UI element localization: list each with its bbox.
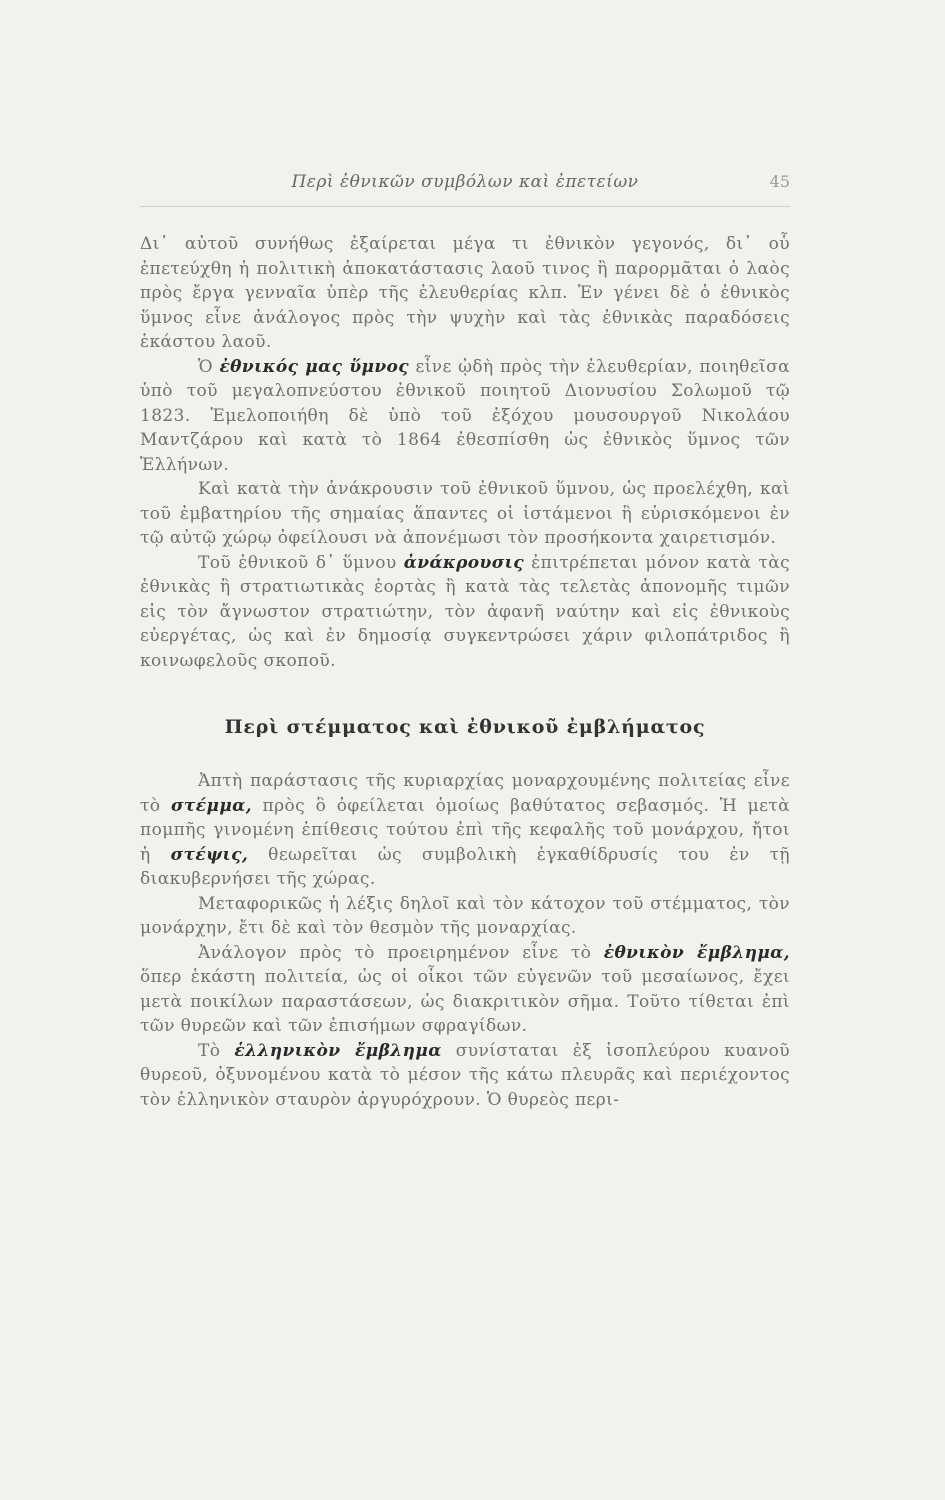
paragraph-text: Ἀνάλογον πρὸς τὸ προειρημένον εἶνε τὸ (198, 942, 604, 963)
paragraph-text: ἐπιτρέπεται μόνον κατὰ τὰς ἐθνικὰς ἢ στρατιωτικὰς ἑορτὰς ἢ κατὰ τὰς τελετὰς ἀπονομῆς τιμῶν εἰς τὸν ἄγνωστον στρατιώτην, τὸν ἀφανῆ ναύτην καὶ εἰς ἐθνικοὺς εὐεργέτας, ὡς καὶ ἐν δημοσίᾳ συγκεντρώσει χάριν φιλοπάτριδος ἢ κοινωφελοῦς σκοποῦ. (140, 552, 790, 671)
page-number: 45 (769, 172, 790, 191)
paragraph-text: Μεταφορικῶς ἡ λέξις δηλοῖ καὶ τὸν κάτοχον τοῦ στέμματος, τὸν μονάρχην, ἔτι δὲ καὶ τὸν θεσμὸν τῆς μοναρχίας. (140, 893, 790, 938)
emphasis-term: ἑλληνικὸν ἔμβλημα (234, 1040, 442, 1061)
paragraph-anthem-intro (140, 232, 790, 355)
paragraph-text: Δι᾽ αὐτοῦ συνήθως ἐξαίρεται μέγα τι ἐθνικὸν γεγονός, δι᾽ οὗ ἐπετεύχθη ἡ πολιτικὴ ἀποκατάστασις λαοῦ τινος ἢ παρορμᾶται ὁ λαὸς πρὸς ἔργα γενναῖα ὑπὲρ τῆς ἐλευθερίας κλπ. Ἐν γένει δὲ ὁ ἐθνικὸς ὕμνος εἶνε ἀνάλογος πρὸς τὴν ψυχὴν καὶ τὰς ἐθνικὰς παραδόσεις ἑκάστου λαοῦ. (140, 234, 790, 352)
paragraph-text: εἶνε ᾠδὴ πρὸς τὴν ἐλευθερίαν, ποιηθεῖσα ὑπὸ τοῦ μεγαλοπνεύστου ἐθνικοῦ ποιητοῦ Διονυσίου Σολωμοῦ τῷ 1823. Ἐμελοποιήθη δὲ ὑπὸ τοῦ ἐξόχου μουσουργοῦ Νικολάου Μαντζάρου καὶ κατὰ τὸ 1864 ἐθεσπίσθη ὡς ἐθνικὸς ὕμνος τῶν Ἑλλήνων. (140, 356, 790, 475)
emphasis-term: ἐθνικὸν ἔμβλημα, (603, 942, 790, 963)
paragraph-greek-emblem (140, 1039, 790, 1113)
page-header (140, 172, 790, 202)
paragraph-text: Τοῦ ἐθνικοῦ δ᾽ ὕμνου (198, 552, 404, 573)
paragraph-text: Ἀπτὴ παράστασις τῆς κυριαρχίας μοναρχουμένης πολιτείας εἶνε τὸ (140, 771, 790, 816)
emphasis-term: ἀνάκρουσις (403, 552, 525, 573)
paragraph-national-anthem (140, 355, 790, 478)
paragraph-crown-metaphor (140, 892, 790, 941)
paragraph-national-emblem (140, 941, 790, 1039)
paragraph-text: πρὸς ὃ ὀφείλεται ὁμοίως βαθύτατος σεβασμός. Ἡ μετὰ πομπῆς γινομένη ἐπίθεσις τούτου ἐπὶ τῆς κεφαλῆς τοῦ μονάρχου, ἤτοι ἡ (140, 795, 790, 865)
running-title: Περὶ ἐθνικῶν συμβόλων καὶ ἐπετείων (291, 172, 639, 192)
paragraph-crown (140, 769, 790, 892)
paragraph-text: Καὶ κατὰ τὴν ἀνάκρουσιν τοῦ ἐθνικοῦ ὕμνου, ὡς προελέχθη, καὶ τοῦ ἐμβατηρίου τῆς σημαίας ἅπαντες οἱ ἱστάμενοι ἢ εὑρισκόμενοι ἐν τῷ αὐτῷ χώρῳ ὀφείλουσι νὰ ἀπονέμωσι τὸν προσήκοντα χαιρετισμόν. (140, 479, 790, 548)
emphasis-term: ἐθνικός μας ὕμνος (219, 356, 410, 377)
paragraph-text: ὅπερ ἑκάστη πολιτεία, ὡς οἱ οἶκοι τῶν εὐγενῶν τοῦ μεσαίωνος, ἔχει μετὰ ποικίλων παραστάσεων, ὡς διακριτικὸν σῆμα. Τοῦτο τίθεται ἐπὶ τῶν θυρεῶν καὶ τῶν ἐπισήμων σφραγίδων. (140, 967, 790, 1036)
page-body (140, 232, 790, 1112)
paragraph-text: Τὸ (198, 1040, 235, 1061)
paragraph-anthem-performance (140, 551, 790, 674)
emphasis-term: στέψις, (170, 844, 249, 865)
paragraph-text: Ὁ (198, 356, 220, 377)
paragraph-text: συνίσταται ἐξ ἰσοπλεύρου κυανοῦ θυρεοῦ, ὀξυνομένου κατὰ τὸ μέσον τῆς κάτω πλευρᾶς καὶ περιέχοντος τὸν ἑλληνικὸν σταυρὸν ἀργυρόχρουν. Ὁ θυρεὸς περι- (140, 1040, 790, 1110)
header-rule (140, 206, 790, 207)
paragraph-anthem-salute (140, 477, 790, 551)
section-heading: Περὶ στέμματος καὶ ἐθνικοῦ ἐμβλήματος (224, 716, 706, 738)
paragraph-text: θεωρεῖται ὡς συμβολικὴ ἐγκαθίδρυσίς του ἐν τῇ διακυβερνήσει τῆς χώρας. (140, 844, 790, 889)
emphasis-term: στέμμα, (170, 795, 252, 816)
